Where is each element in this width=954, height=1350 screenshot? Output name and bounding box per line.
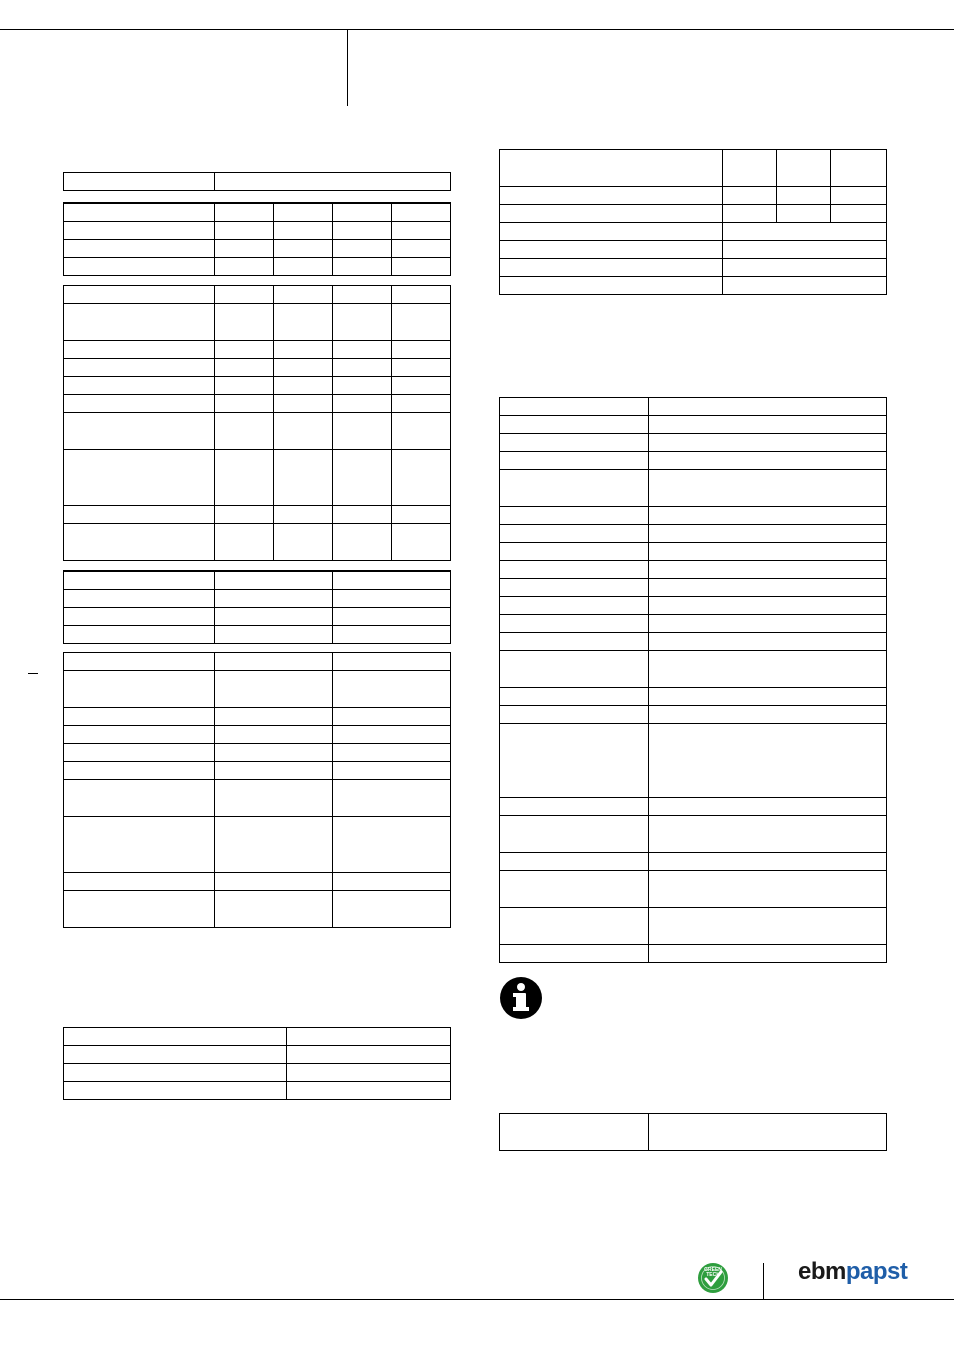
brand-ebm: ebm xyxy=(798,1258,846,1285)
table-f xyxy=(63,1027,451,1100)
brand-logo xyxy=(798,1258,907,1286)
green-tech-label: GREEN TECH xyxy=(704,1267,722,1278)
green-tech-icon xyxy=(697,1262,729,1294)
header-divider xyxy=(347,29,348,106)
footer-divider xyxy=(763,1263,764,1299)
table-h xyxy=(499,397,887,963)
table-a xyxy=(63,172,451,191)
table-b xyxy=(63,202,451,276)
table-g xyxy=(499,149,887,295)
table-c xyxy=(63,285,451,561)
footer-rule xyxy=(0,1299,954,1300)
table-i xyxy=(499,1113,887,1151)
table-e xyxy=(63,652,451,928)
header-rule xyxy=(0,29,954,30)
brand-papst: papst xyxy=(845,1258,908,1285)
info-icon xyxy=(499,976,543,1020)
margin-mark xyxy=(28,673,38,674)
table-d xyxy=(63,570,451,644)
